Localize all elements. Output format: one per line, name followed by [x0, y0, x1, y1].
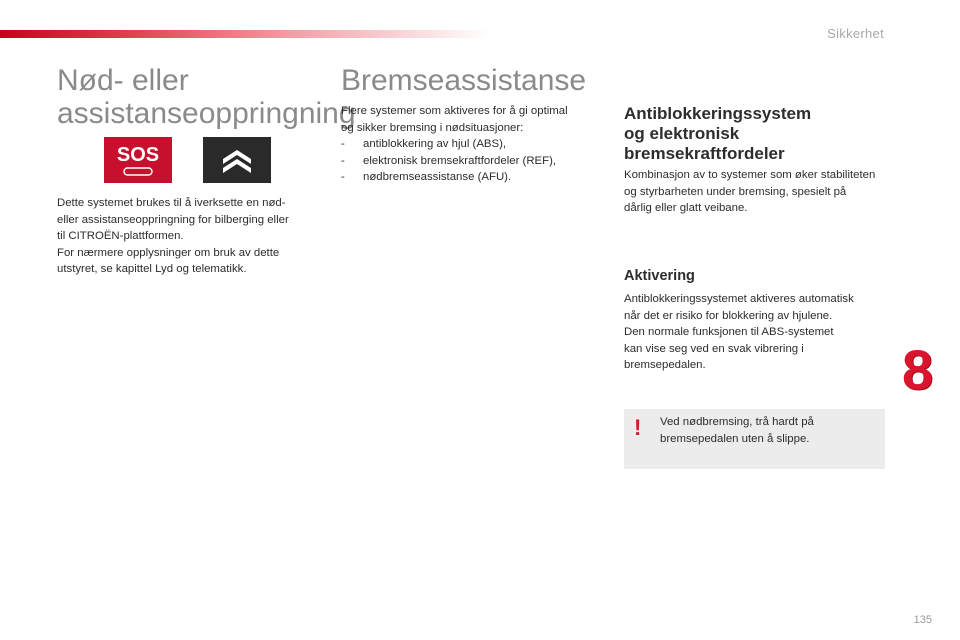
text-line: og sikker bremsing i nødsituasjoner:	[341, 121, 524, 134]
brake-systems-list	[341, 136, 601, 186]
activation-description	[624, 291, 889, 374]
sos-button-icon	[104, 137, 172, 183]
text-line: For nærmere opplysninger om bruk av dette	[57, 246, 280, 259]
text-line: og styrbarheten under bremsing, spesielt på	[624, 185, 847, 198]
chapter-number: 8	[902, 338, 934, 401]
sos-label: SOS	[116, 144, 160, 166]
activation-heading: Aktivering	[624, 268, 695, 284]
heading-line: bremsekraftfordeler	[624, 144, 785, 163]
citroen-chevron-icon	[203, 137, 271, 183]
text-line: Den normale funksjonen til ABS-systemet	[624, 326, 834, 339]
text-line: kan vise seg ved en svak vibrering i	[624, 342, 804, 355]
heading-line: Antiblokkeringssystem	[624, 104, 812, 123]
emergency-call-description	[57, 195, 322, 278]
text-line: bremsepedalen.	[624, 359, 706, 372]
section-label: Sikkerhet	[827, 26, 884, 41]
text-line: Antiblokkeringssystemet aktiveres automatisk	[624, 293, 854, 305]
list-item: - nødbremseassistanse (AFU).	[341, 169, 601, 186]
text-line: når det er risiko for blokkering av hjulene.	[624, 309, 833, 322]
brake-assist-description	[341, 103, 601, 186]
abs-heading	[624, 104, 884, 164]
text-line: bremsepedalen uten å slippe.	[660, 432, 810, 445]
warning-icon: !	[634, 415, 642, 440]
text-line: dårlig eller glatt veibane.	[624, 202, 748, 215]
text-line: Dette systemet brukes til å iverksette en nød-	[57, 197, 286, 209]
text-line: Flere systemer som aktiveres for å gi optimal	[341, 105, 568, 117]
emergency-call-title: Nød- eller assistanseoppringning	[57, 64, 356, 130]
text-line: Ved nødbremsing, trå hardt på	[660, 416, 814, 428]
list-item: - elektronisk bremsekraftfordeler (REF),	[341, 153, 601, 170]
brake-assist-title: Bremseassistanse	[341, 64, 587, 97]
top-accent-bar	[0, 30, 490, 38]
list-item: - antiblokkering av hjul (ABS),	[341, 136, 601, 153]
warning-box	[624, 409, 885, 469]
abs-description	[624, 167, 889, 217]
page-number: 135	[913, 614, 932, 626]
text-line: Kombinasjon av to systemer som øker stabiliteten	[624, 169, 876, 181]
text-line: eller assistanseoppringning for bilberging eller	[57, 213, 289, 226]
text-line: til CITROËN-plattformen.	[57, 230, 184, 243]
heading-line: og elektronisk	[624, 124, 740, 143]
text-line: utstyret, se kapittel Lyd og telematikk.	[57, 263, 247, 276]
warning-text	[660, 414, 870, 447]
